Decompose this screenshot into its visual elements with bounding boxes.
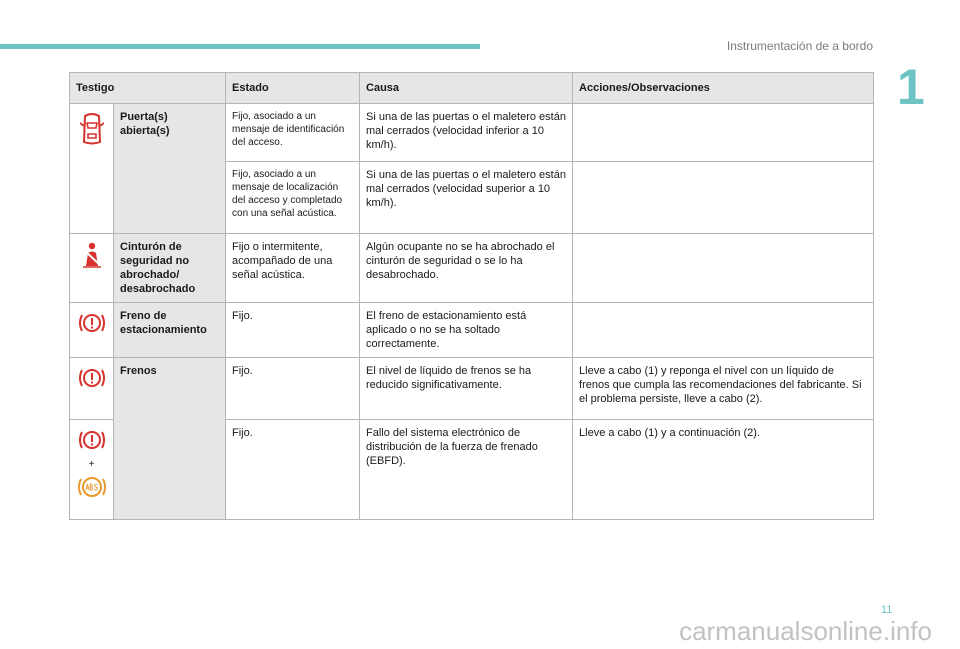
causa-cell: El nivel de líquido de frenos se ha reducido significativamente. (360, 358, 573, 420)
brake-warning-icon (77, 428, 107, 452)
causa-cell: Fallo del sistema electrónico de distribución de la fuerza de frenado (EBFD). (360, 420, 573, 520)
section-title: Instrumentación de a bordo (726, 39, 873, 53)
chapter-number: 1 (897, 59, 925, 115)
column-header-causa: Causa (360, 73, 573, 104)
estado-cell: Fijo, asociado a un mensaje de localización del acceso y completado con una señal acústica. (226, 162, 360, 234)
acciones-cell (573, 234, 874, 303)
table-header-row (70, 73, 874, 104)
table-row (70, 234, 874, 303)
table-row (70, 104, 874, 162)
parking-brake-icon-cell (70, 303, 114, 358)
acciones-cell (573, 162, 874, 234)
estado-cell: Fijo o intermitente, acompañado de una señal acústica. (226, 234, 360, 303)
light-name: Frenos (114, 358, 226, 520)
estado-cell: Fijo, asociado a un mensaje de identificación del acceso. (226, 104, 360, 162)
acciones-cell: Lleve a cabo (1) y a continuación (2). (573, 420, 874, 520)
light-name: Cinturón de seguridad no abrochado/ desabrochado (114, 234, 226, 303)
ebfd-icons-cell (70, 420, 114, 520)
estado-cell: Fijo. (226, 420, 360, 520)
page-number: 11 (881, 604, 893, 616)
watermark: carmanualsonline.info (679, 616, 932, 646)
seatbelt-icon-cell (70, 234, 114, 303)
causa-cell: Algún ocupante no se ha abrochado el cinturón de seguridad o se lo ha desabrochado. (360, 234, 573, 303)
plus-sign: + (88, 459, 95, 470)
brake-warning-icon (77, 366, 107, 390)
column-header-estado: Estado (226, 73, 360, 104)
column-header-testigo: Testigo (70, 73, 226, 104)
table-row (70, 303, 874, 358)
brake-warning-icon (77, 311, 107, 335)
warning-lights-table (69, 72, 874, 520)
seatbelt-icon (80, 242, 104, 268)
light-name: Freno de estacionamiento (114, 303, 226, 358)
estado-cell: Fijo. (226, 303, 360, 358)
door-icon-cell (70, 104, 114, 234)
header-accent-bar (0, 44, 480, 49)
causa-cell: Si una de las puertas o el maletero están mal cerrados (velocidad superior a 10 km/h). (360, 162, 573, 234)
table-row (70, 358, 874, 420)
light-name: Puerta(s) abierta(s) (114, 104, 226, 234)
column-header-acciones: Acciones/Observaciones (573, 73, 874, 104)
acciones-cell: Lleve a cabo (1) y reponga el nivel con un líquido de frenos que cumpla las recomendaciones del fabricante. Si el problema persiste, lleve a cabo (2). (573, 358, 874, 420)
abs-warning-icon (77, 474, 107, 500)
causa-cell: Si una de las puertas o el maletero están mal cerrados (velocidad inferior a 10 km/h). (360, 104, 573, 162)
causa-cell: El freno de estacionamiento está aplicado o no se ha soltado correctamente. (360, 303, 573, 358)
acciones-cell (573, 303, 874, 358)
brakes-icon-cell (70, 358, 114, 420)
door-open-icon (80, 112, 104, 146)
estado-cell: Fijo. (226, 358, 360, 420)
acciones-cell (573, 104, 874, 162)
